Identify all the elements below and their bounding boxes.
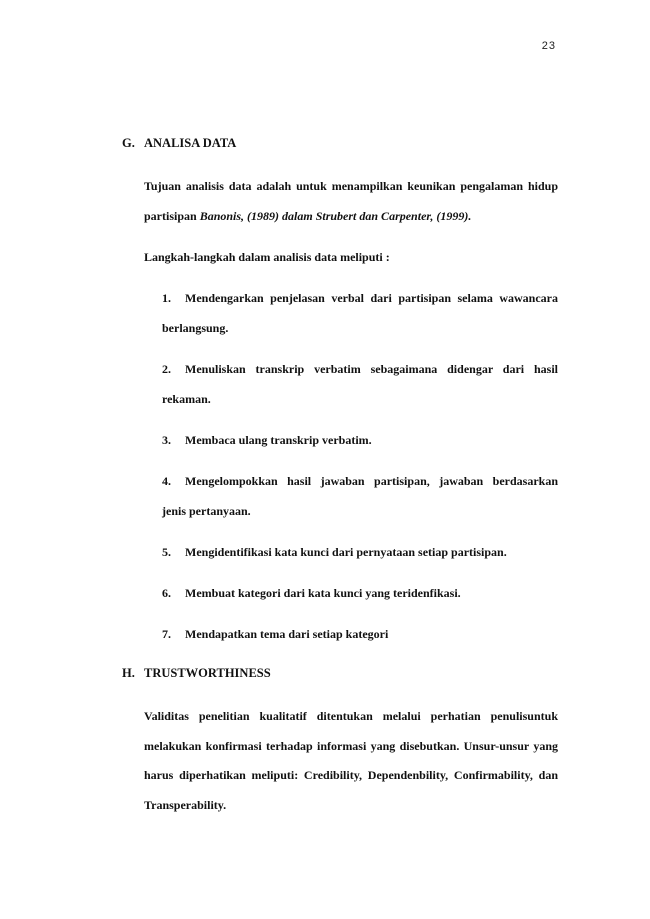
intro-line-1: Tujuan analisis data adalah untuk menampilkan keunikan pengalaman hidup <box>144 179 558 193</box>
list-item-text: Membaca ulang transkrip verbatim. <box>185 433 372 447</box>
intro-line-2 <box>144 202 558 232</box>
list-item-number: 3. <box>162 433 171 447</box>
intro-citation: Banonis, (1989) dalam Strubert dan Carpenter, (1999). <box>199 208 472 223</box>
list-item-text: Menuliskan transkrip verbatim sebagaimana didengar dari hasil <box>185 362 558 376</box>
list-item-number: 7. <box>162 627 171 641</box>
list-item-line-2: jenis pertanyaan. <box>162 503 251 518</box>
paragraph-line: melakukan konfirmasi terhadap informasi yang disebutkan. Unsur-unsur yang <box>144 738 558 753</box>
list-item-line-2: rekaman. <box>162 391 211 406</box>
steps-intro-text: Langkah-langkah dalam analisis data meliputi : <box>144 250 390 264</box>
list-item-line-1 <box>162 426 558 456</box>
list-item-line-1 <box>162 579 558 609</box>
list-item-line-1 <box>162 355 558 385</box>
section-h-title: TRUSTWORTHINESS <box>144 666 271 680</box>
list-item-number: 1. <box>162 291 171 305</box>
list-item <box>162 467 558 526</box>
list-item <box>162 355 558 414</box>
list-item-line-1 <box>162 538 558 568</box>
section-g-letter: G. <box>122 136 135 150</box>
paragraph-line: Validitas penelitian kualitatif ditentukan melalui perhatian penulisuntuk <box>144 709 558 723</box>
list-item-number: 6. <box>162 586 171 600</box>
section-g-intro-paragraph <box>144 172 558 231</box>
paragraph-line: harus diperhatikan meliputi: Credibility, Dependenbility, Confirmability, dan <box>144 768 558 782</box>
list-item-text: Mengelompokkan hasil jawaban partisipan, jawaban berdasarkan <box>185 474 558 488</box>
section-g-title: ANALISA DATA <box>144 136 237 150</box>
list-item-number: 2. <box>162 362 171 376</box>
list-item <box>162 284 558 343</box>
list-item <box>162 620 558 650</box>
page-number: 23 <box>541 40 556 52</box>
list-item-text: Mendapatkan tema dari setiap kategori <box>185 627 389 641</box>
section-g-heading <box>122 136 236 151</box>
list-item-text: Mendengarkan penjelasan verbal dari partisipan selama wawancara <box>185 291 558 305</box>
list-item-number: 5. <box>162 545 171 559</box>
list-item-line-1 <box>162 284 558 314</box>
list-item-text: Membuat kategori dari kata kunci yang teridenfikasi. <box>185 586 461 600</box>
list-item-text: Mengidentifikasi kata kunci dari pernyataan setiap partisipan. <box>185 545 507 559</box>
list-item <box>162 426 558 456</box>
section-h-paragraph <box>144 702 558 820</box>
section-h-letter: H. <box>122 666 135 680</box>
steps-intro <box>144 243 558 273</box>
section-h-heading <box>122 666 271 681</box>
list-item-number: 4. <box>162 474 171 488</box>
list-item-line-1 <box>162 620 558 650</box>
list-item <box>162 579 558 609</box>
intro-line-2-prefix: partisipan <box>144 208 200 223</box>
paragraph-line: Transperability. <box>144 797 227 812</box>
list-item-line-2: berlangsung. <box>162 320 229 335</box>
list-item-line-1 <box>162 467 558 497</box>
list-item <box>162 538 558 568</box>
